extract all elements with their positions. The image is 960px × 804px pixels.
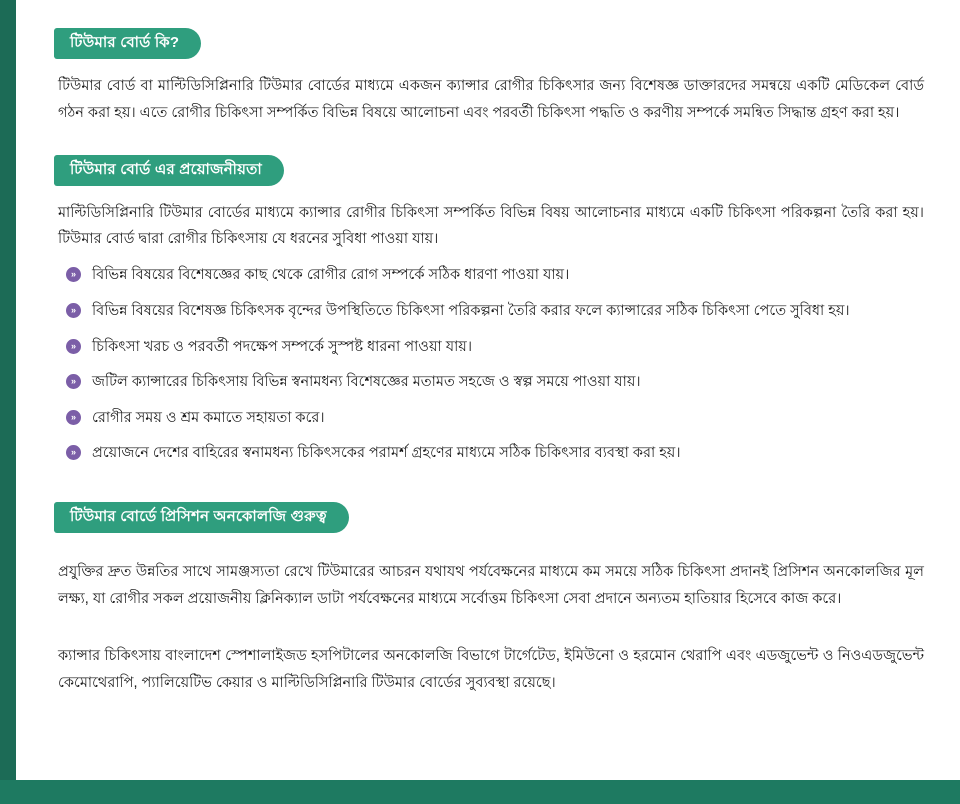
list-item xyxy=(66,370,924,395)
chevron-double-right-icon: » xyxy=(66,445,81,460)
list-item-text: চিকিৎসা খরচ ও পরবর্তী পদক্ষেপ সম্পর্কে সুস্পষ্ট ধারনা পাওয়া যায়। xyxy=(92,338,473,355)
section-tumor-board-necessity xyxy=(38,155,930,466)
chevron-double-right-icon: » xyxy=(66,267,81,282)
document-content xyxy=(16,0,960,780)
list-item-text: বিভিন্ন বিষয়ের বিশেষজ্ঞের কাছ থেকে রোগীর রোগ সম্পর্কে সঠিক ধারণা পাওয়া যায়। xyxy=(92,267,570,284)
chevron-double-right-icon: » xyxy=(66,374,81,389)
section-heading-wrapper xyxy=(54,502,930,533)
list-item xyxy=(66,441,924,466)
spacer xyxy=(38,623,930,643)
chevron-double-right-icon: » xyxy=(66,410,81,425)
list-item-text: প্রয়োজনে দেশের বাহিরের স্বনামধন্য চিকিৎসকের পরামর্শ গ্রহণের মাধ্যমে সঠিক চিকিৎসার ব্যবস্থা করা হয়। xyxy=(92,445,681,462)
section-precision-oncology xyxy=(38,502,930,696)
bottom-accent-bar xyxy=(0,780,960,804)
chevron-double-right-icon: » xyxy=(66,339,81,354)
spacer xyxy=(38,547,930,559)
list-item xyxy=(66,299,924,324)
list-item xyxy=(66,406,924,431)
spacer xyxy=(38,482,930,502)
benefits-list xyxy=(38,263,930,466)
list-item xyxy=(66,335,924,360)
section-paragraph: টিউমার বোর্ড বা মাল্টিডিসিপ্লিনারি টিউমার বোর্ডের মাধ্যমে একজন ক্যান্সার রোগীর চিকিৎসার জন্য বিশেষজ্ঞ ডাক্তারদের সমন্বয়ে একটি মেডিকেল বোর্ড গঠন করা হয়। এতে রোগীর চিকিৎসা সম্পর্কিত বিভিন্ন বিষয়ে আলোচনা এবং পরবর্তী চিকিৎসা পদ্ধতি ও করণীয় সম্পর্কে সমন্বিত সিদ্ধান্ত গ্রহণ করা হয়। xyxy=(58,78,924,121)
list-item-text: রোগীর সময় ও শ্রম কমাতে সহায়তা করে। xyxy=(92,409,325,426)
section-paragraph: ক্যান্সার চিকিৎসায় বাংলাদেশ স্পেশালাইজড হসপিটালের অনকোলজি বিভাগে টার্গেটেড, ইমিউনো ও হরমোন থেরাপি এবং এডজুভেন্ট ও নিওএডজুভেন্ট কেমোথেরাপি, প্যালিয়েটিভ কেয়ার ও মাল্টিডিসিপ্লিনারি টিউমার বোর্ডের সুব্যবস্থা রয়েছে। xyxy=(58,647,924,691)
chevron-double-right-icon: » xyxy=(66,303,81,318)
section-tumor-board-what xyxy=(38,28,930,127)
section-heading-wrapper xyxy=(54,155,930,186)
spacer xyxy=(38,143,930,155)
section-paragraph: প্রযুক্তির দ্রুত উন্নতির সাথে সামঞ্জস্যতা রেখে টিউমারের আচরন যথাযথ পর্যবেক্ষনের মাধ্যমে কম সময়ে সঠিক চিকিৎসা প্রদানই প্রিসিশন অনকোলজির মূল লক্ষ্য, যা রোগীর সকল প্রয়োজনীয় ক্লিনিক্যাল ডাটা পর্যবেক্ষনের মাধ্যমে সর্বোত্তম চিকিৎসা সেবা প্রদানে অন্যতম হাতিয়ার হিসেবে কাজ করে। xyxy=(58,564,924,607)
list-item xyxy=(66,263,924,288)
section-heading: টিউমার বোর্ড এর প্রয়োজনীয়তা xyxy=(54,155,284,186)
list-item-text: বিভিন্ন বিষয়ের বিশেষজ্ঞ চিকিৎসক বৃন্দের উপস্থিতিতে চিকিৎসা পরিকল্পনা তৈরি করার ফলে ক্যান্সারের সঠিক চিকিৎসা পেতে সুবিধা হয়। xyxy=(92,302,850,319)
section-heading: টিউমার বোর্ডে প্রিসিশন অনকোলজি গুরুত্ব xyxy=(54,502,349,533)
list-item-text: জটিল ক্যান্সারের চিকিৎসায় বিভিন্ন স্বনামধন্য বিশেষজ্ঞের মতামত সহজে ও স্বল্প সময়ে পাওয়া যায়। xyxy=(92,374,641,391)
section-heading-wrapper xyxy=(54,28,930,59)
section-heading: টিউমার বোর্ড কি? xyxy=(54,28,201,59)
left-accent-bar xyxy=(0,0,16,804)
section-paragraph: মাল্টিডিসিপ্লিনারি টিউমার বোর্ডের মাধ্যমে ক্যান্সার রোগীর চিকিৎসা সম্পর্কিত বিভিন্ন বিষয় আলোচনার মাধ্যমে একটি চিকিৎসা পরিকল্পনা তৈরি করা হয়। টিউমার বোর্ড দ্বারা রোগীর চিকিৎসায় যে ধরনের সুবিধা পাওয়া যায়। xyxy=(58,204,924,248)
